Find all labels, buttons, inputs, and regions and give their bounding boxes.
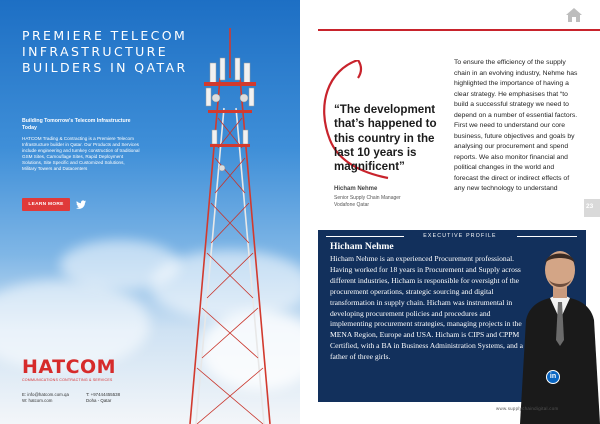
contact-email[interactable]: E: info@hatcom.com.qa (22, 392, 69, 397)
profile-body: Hicham Nehme is an experienced Procurement professional. Having worked for 18 years in Procurement and Supply across different industries, Hicham is responsible for oversight of the procurement operations, strategic sourcing and digital transformation in supply chain. Hicham was instrumental in developing procurement policies and procedures and implementing procurement strategies, managing projects in the MENA Region, Europe and USA. Hicham is CIPS and CPPM Certified, with a BA in Business Administration Systems, and a father of three girls. (330, 254, 523, 362)
page-number: 23 (586, 203, 594, 210)
contact-phone-city (86, 392, 120, 404)
quote-role-title: Senior Supply Chain Manager (334, 195, 401, 201)
quote-role-company: Vodafone Qatar (334, 201, 370, 208)
ad-subtitle: Building Tomorrow's Telecom Infrastructure Today (22, 118, 131, 131)
article-column: To ensure the efficiency of the supply chain in an evolving industry, Nehme has highlighted the importance of having a clear strategy. He emphasises that “to build a successful strategy we need to depend on a number of essential factors. First we need to understand our core business, future objectives and goals by analysing our procurement and spend reports. We also monitor financial and political changes in the world and forecast the direct or indirect effects of any new technology to understand (454, 59, 578, 192)
hatcom-logo: HATCOM (22, 356, 117, 378)
learn-more-button[interactable]: LEARN MORE (22, 198, 70, 211)
quote-author-role (334, 195, 401, 208)
quote-author: Hicham Nehme (334, 186, 378, 192)
profile-heading-rule (326, 236, 404, 237)
executive-portrait (520, 240, 600, 424)
profile-name: Hicham Nehme (330, 241, 394, 252)
profile-heading: EXECUTIVE PROFILE (423, 233, 497, 239)
pull-quote: “The development that’s happened to this country in the last 10 years is magnificent” (334, 103, 437, 174)
profile-heading-rule (517, 236, 577, 237)
contact-email-web (22, 392, 69, 404)
hatcom-tagline: COMMUNICATIONS CONTRACTING & SERVICES (22, 378, 113, 382)
footer-url[interactable]: www.supplychaindigital.com (496, 406, 559, 411)
home-icon[interactable] (566, 8, 582, 22)
linkedin-icon[interactable]: in (546, 370, 560, 384)
contact-city: Doha - Qatar (86, 398, 112, 403)
twitter-icon[interactable] (76, 200, 86, 209)
ad-body: HATCOM Trading & Contracting is a Premiere Telecom Infrastructure builder in Qatar. Our Products and Services include engineering and turnkey construction of traditional GSM Sites, Camouflage Sites, Rapid Deployment Solutions, Site Specific and Customized Solutions, Military Towers and Datacenters (22, 136, 140, 171)
telecom-tower-image (160, 18, 300, 424)
contact-phone: T: +97444455538 (86, 392, 121, 397)
top-divider (318, 29, 600, 31)
contact-web[interactable]: W: hatcom.com (22, 398, 53, 403)
ad-title: PREMIERE TELECOM INFRASTRUCTURE BUILDERS IN QATAR (22, 28, 188, 75)
